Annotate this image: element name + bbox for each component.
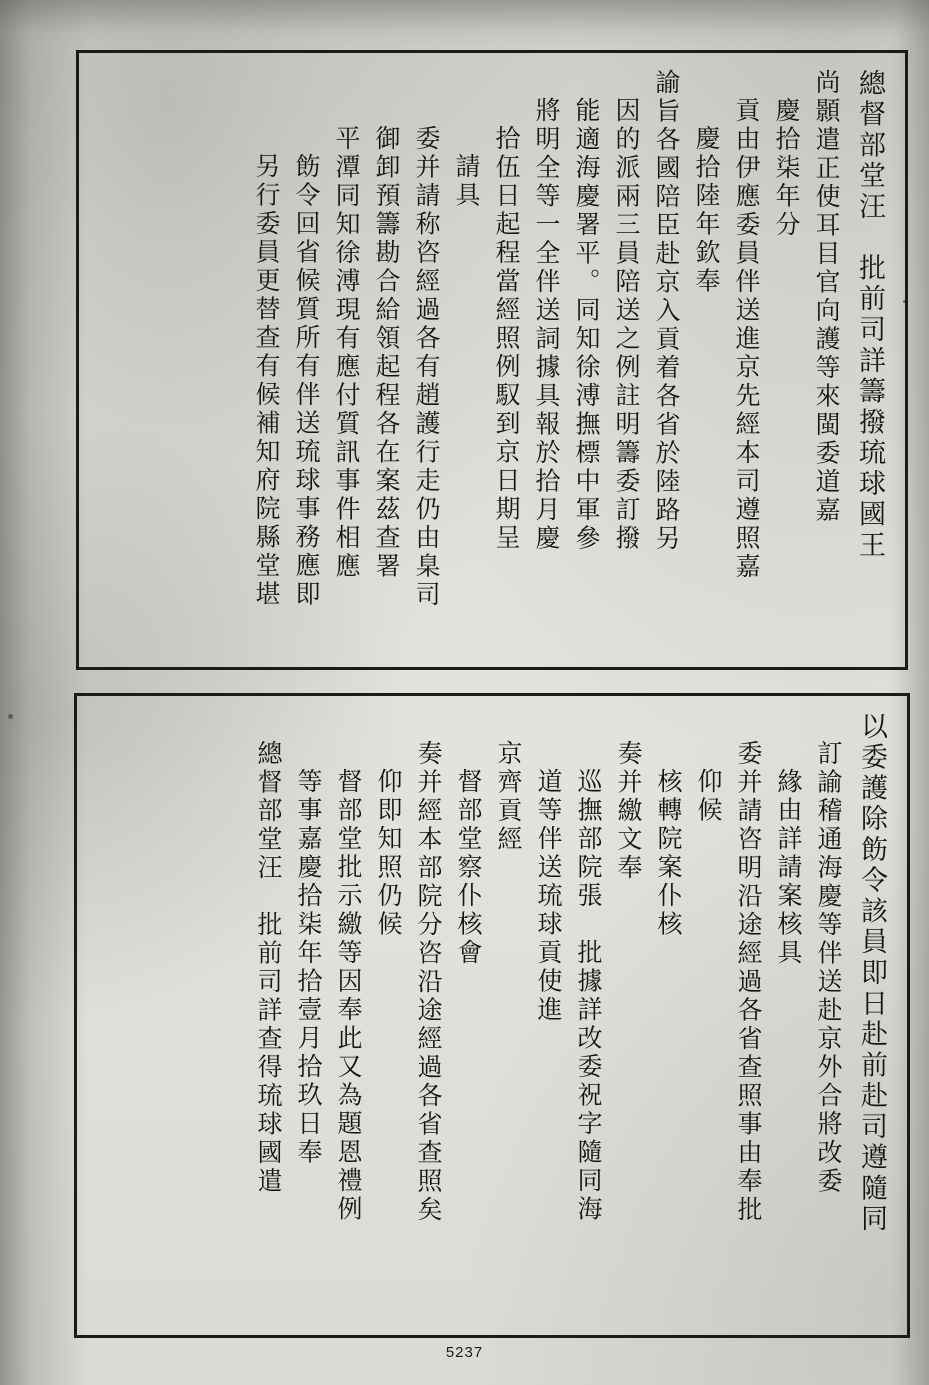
text-column: 仰候: [694, 768, 723, 825]
text-column: 貢由伊應委員伴送進京先經本司遵照嘉: [732, 97, 761, 582]
page-number: 5237: [445, 1344, 484, 1361]
text-column: 慶拾柒年分: [772, 97, 801, 240]
text-column: 平潭同知徐溥現有應付質訊事件相應: [332, 125, 361, 581]
text-column: 能適海慶署平。同知徐溥撫標中軍參: [572, 97, 601, 553]
text-column: 督部堂察仆核會: [454, 768, 483, 968]
text-column: 仰即知照仍候: [374, 768, 403, 939]
text-column: 總督部堂汪 批前司詳籌撥琉球國王: [854, 69, 885, 562]
text-column: 因的派兩三員陪送之例註明籌委訂撥: [612, 97, 641, 553]
text-column: 請具: [452, 153, 481, 210]
text-column: 奏并繳文奉: [614, 740, 643, 883]
text-column: 道等伴送琉球貢使進: [534, 768, 563, 1025]
vertical-columns-bottom: [77, 696, 907, 1335]
text-column: 奏并經本部院分咨沿途經過各省查照矣: [414, 740, 443, 1225]
text-column: 督部堂批示繳等因奉此又為題恩禮例: [334, 768, 363, 1224]
text-column: 訂諭稽通海慶等伴送赴京外合將改委: [814, 740, 843, 1196]
vertical-columns-top: [79, 53, 905, 667]
text-column: 拾伍日起程當經照例馭到京日期呈: [492, 125, 521, 553]
text-column: 諭旨各國陪臣赴京入貢着各省於陸路另: [652, 69, 681, 554]
text-column: 緣由詳請案核具: [774, 768, 803, 968]
text-column: 總督部堂汪 批前司詳查得琉球國遣: [254, 740, 283, 1196]
text-column: 委并請咨明沿途經過各省查照事由奉批: [734, 740, 763, 1225]
text-column: 巡撫部院張 批據詳改委祝字隨同海: [574, 768, 603, 1224]
text-column: 等事嘉慶拾柒年拾壹月拾玖日奉: [294, 768, 323, 1167]
text-column: 飭令回省候質所有伴送琉球事務應即: [292, 153, 321, 609]
text-block-border-bottom: [74, 693, 910, 1338]
text-column: 御卸預籌勘合給領起程各在案茲查署: [372, 125, 401, 581]
text-column: 核轉院案仆核: [654, 768, 683, 939]
scan-shadow-top: [0, 0, 929, 46]
dust-speck: [8, 714, 13, 719]
text-column: 慶拾陸年欽奉: [692, 125, 721, 296]
text-column: 將明全等一全伴送詞據具報於拾月慶: [532, 97, 561, 553]
text-column: 以委護除飭令該員即日赴前赴司遵隨同: [856, 712, 887, 1236]
text-block-border-top: [76, 50, 908, 670]
text-column: 尚顥遣正使耳目官向護等來閩委道嘉: [812, 69, 841, 525]
text-column: 委并請称咨經過各有趙護行走仍由臬司: [412, 125, 441, 610]
text-column: 京齊貢經: [494, 740, 523, 854]
text-column: 另行委員更替查有候補知府院縣堂堪: [252, 153, 281, 609]
